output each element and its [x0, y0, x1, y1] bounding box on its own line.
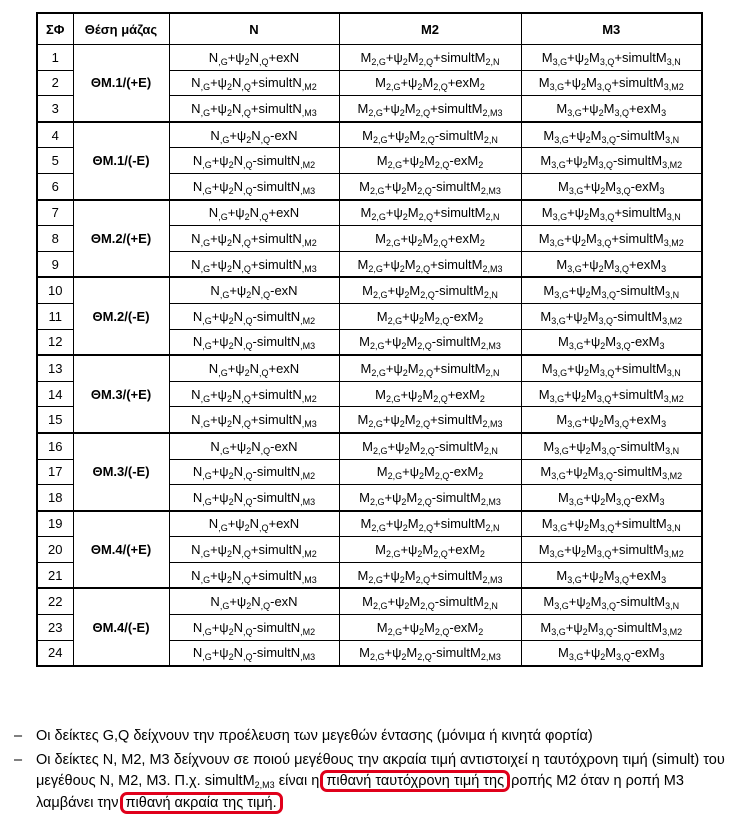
cell-m3: $M_{3,G}+\psi_2M_{3,Q}-exM_3$ [521, 329, 702, 355]
cell-n: $N_{,G}+\psi_2N_{,Q}-simultN_{,M2}$ [169, 615, 339, 641]
note-2 [14, 750, 726, 815]
row-number: 10 [37, 277, 73, 303]
cell-n: $N_{,G}+\psi_2N_{,Q}-simultN_{,M2}$ [169, 459, 339, 485]
cell-n: $N_{,G}+\psi_2N_{,Q}+exN$ [169, 511, 339, 537]
highlight-extreme-value: πιθανή ακραία της τιμή. [123, 795, 280, 811]
table-row [37, 122, 702, 148]
cell-m3: $M_{3,G}+\psi_2M_{3,Q}+exM_3$ [521, 251, 702, 277]
cell-m2: $M_{2,G}+\psi_2M_{2,Q}+simultM_{2,M3}$ [339, 407, 521, 433]
row-number: 18 [37, 485, 73, 511]
note-2-text: Οι δείκτες N, M2, M3 δείχνουν σε ποιού μεγέθους την ακραία τιμή αντιστοιχεί η ταυτόχρονη τιμή (simult) του μεγέθους N, M2, M3. Π.χ. simultM$_{2,M3}$ είναι η [36, 751, 725, 790]
mass-position-cell: ΘΜ.2/(-Ε) [73, 277, 169, 355]
cell-m3: $M_{3,G}+\psi_2M_{3,Q}+simultM_{3,N}$ [521, 45, 702, 71]
cell-m3: $M_{3,G}+\psi_2M_{3,Q}+simultM_{3,M2}$ [521, 70, 702, 96]
cell-m2: $M_{2,G}+\psi_2M_{2,Q}-simultM_{2,N}$ [339, 277, 521, 303]
row-number: 9 [37, 251, 73, 277]
row-number: 3 [37, 96, 73, 122]
cell-m3: $M_{3,G}+\psi_2M_{3,Q}-exM_3$ [521, 640, 702, 666]
row-number: 14 [37, 381, 73, 407]
cell-n: $N_{,G}+\psi_2N_{,Q}$-exN [169, 277, 339, 303]
note-1 [14, 726, 726, 748]
row-number: 16 [37, 433, 73, 459]
cell-m2: $M_{2,G}+\psi_2M_{2,Q}-exM_2$ [339, 615, 521, 641]
notes-section [14, 726, 726, 816]
cell-m2: $M_{2,G}+\psi_2M_{2,Q}+exM_2$ [339, 381, 521, 407]
table-row [37, 511, 702, 537]
load-combination-table [36, 12, 703, 667]
cell-m3: $M_{3,G}+\psi_2M_{3,Q}+exM_3$ [521, 407, 702, 433]
header-sf: ΣΦ [37, 13, 73, 45]
mass-position-cell: ΘΜ.4/(+Ε) [73, 511, 169, 589]
row-number: 19 [37, 511, 73, 537]
cell-n: $N_{,G}+\psi_2N_{,Q}-simultN_{,M3}$ [169, 329, 339, 355]
note-dash: – [14, 751, 23, 768]
cell-m3: $M_{3,G}+\psi_2M_{3,Q}+simultM_{3,M2}$ [521, 226, 702, 252]
cell-m3: $M_{3,G}+\psi_2M_{3,Q}-simultM_{3,N}$ [521, 588, 702, 614]
cell-m2: $M_{2,G}+\psi_2M_{2,Q}+simultM_{2,N}$ [339, 355, 521, 381]
row-number: 5 [37, 148, 73, 174]
note-1-text: Οι δείκτες G,Q δείχνουν την προέλευση των μεγεθών έντασης (μόνιμα ή κινητά φορτία) [36, 728, 593, 744]
row-number: 1 [37, 45, 73, 71]
cell-m2: $M_{2,G}+\psi_2M_{2,Q}-simultM_{2,M3}$ [339, 640, 521, 666]
row-number: 6 [37, 173, 73, 199]
cell-m2: $M_{2,G}+\psi_2M_{2,Q}+simultM_{2,N}$ [339, 45, 521, 71]
cell-m2: $M_{2,G}+\psi_2M_{2,Q}-simultM_{2,N}$ [339, 433, 521, 459]
cell-m2: $M_{2,G}+\psi_2M_{2,Q}+exM_2$ [339, 537, 521, 563]
cell-m3: $M_{3,G}+\psi_2M_{3,Q}-simultM_{3,N}$ [521, 433, 702, 459]
cell-n: $N_{,G}+\psi_2N_{,Q}+simultN_{,M2}$ [169, 226, 339, 252]
row-number: 4 [37, 122, 73, 148]
cell-m2: $M_{2,G}+\psi_2M_{2,Q}+exM_2$ [339, 226, 521, 252]
cell-m2: $M_{2,G}+\psi_2M_{2,Q}+simultM_{2,N}$ [339, 511, 521, 537]
cell-n: $N_{,G}+\psi_2N_{,Q}$-exN [169, 588, 339, 614]
cell-m3: $M_{3,G}+\psi_2M_{3,Q}-simultM_{3,M2}$ [521, 615, 702, 641]
row-number: 13 [37, 355, 73, 381]
cell-m3: $M_{3,G}+\psi_2M_{3,Q}-simultM_{3,N}$ [521, 277, 702, 303]
table-row [37, 200, 702, 226]
header-n: N [169, 13, 339, 45]
cell-n: $N_{,G}+\psi_2N_{,Q}+simultN_{,M3}$ [169, 407, 339, 433]
cell-n: $N_{,G}+\psi_2N_{,Q}+simultN_{,M3}$ [169, 251, 339, 277]
cell-m2: $M_{2,G}+\psi_2M_{2,Q}+simultM_{2,M3}$ [339, 96, 521, 122]
table-row [37, 277, 702, 303]
header-mass-position: Θέση μάζας [73, 13, 169, 45]
table-row [37, 45, 702, 71]
mass-position-cell: ΘΜ.4/(-Ε) [73, 588, 169, 666]
row-number: 2 [37, 70, 73, 96]
table-row [37, 433, 702, 459]
cell-m2: $M_{2,G}+\psi_2M_{2,Q}-simultM_{2,M3}$ [339, 173, 521, 199]
cell-m2: $M_{2,G}+\psi_2M_{2,Q}-simultM_{2,M3}$ [339, 485, 521, 511]
cell-m3: $M_{3,G}+\psi_2M_{3,Q}+simultM_{3,N}$ [521, 200, 702, 226]
row-number: 24 [37, 640, 73, 666]
cell-m3: $M_{3,G}+\psi_2M_{3,Q}+exM_3$ [521, 96, 702, 122]
cell-n: $N_{,G}+\psi_2N_{,Q}-simultN_{,M3}$ [169, 640, 339, 666]
header-m2: M2 [339, 13, 521, 45]
table-body [37, 45, 702, 667]
cell-m2: $M_{2,G}+\psi_2M_{2,Q}-simultM_{2,N}$ [339, 588, 521, 614]
cell-m3: $M_{3,G}+\psi_2M_{3,Q}+simultM_{3,N}$ [521, 355, 702, 381]
row-number: 7 [37, 200, 73, 226]
cell-m3: $M_{3,G}+\psi_2M_{3,Q}-simultM_{3,M2}$ [521, 459, 702, 485]
mass-position-cell: ΘΜ.3/(-Ε) [73, 433, 169, 511]
cell-m3: $M_{3,G}+\psi_2M_{3,Q}+simultM_{3,M2}$ [521, 381, 702, 407]
cell-m3: $M_{3,G}+\psi_2M_{3,Q}-simultM_{3,M2}$ [521, 303, 702, 329]
row-number: 8 [37, 226, 73, 252]
cell-n: $N_{,G}+\psi_2N_{,Q}-simultN_{,M2}$ [169, 148, 339, 174]
cell-m3: $M_{3,G}+\psi_2M_{3,Q}+simultM_{3,N}$ [521, 511, 702, 537]
table-row [37, 355, 702, 381]
cell-m2: $M_{2,G}+\psi_2M_{2,Q}-simultM_{2,M3}$ [339, 329, 521, 355]
table-header-row [37, 13, 702, 45]
highlight-simultaneous-value: πιθανή ταυτόχρονη τιμή της [323, 773, 507, 789]
cell-n: $N_{,G}+\psi_2N_{,Q}+simultN_{,M2}$ [169, 70, 339, 96]
cell-m2: $M_{2,G}+\psi_2M_{2,Q}+simultM_{2,N}$ [339, 200, 521, 226]
cell-m3: $M_{3,G}+\psi_2M_{3,Q}-simultM_{3,M2}$ [521, 148, 702, 174]
cell-n: $N_{,G}+\psi_2N_{,Q}+simultN_{,M2}$ [169, 537, 339, 563]
cell-m3: $M_{3,G}+\psi_2M_{3,Q}-exM_3$ [521, 485, 702, 511]
cell-n: $N_{,G}+\psi_2N_{,Q}-simultN_{,M3}$ [169, 485, 339, 511]
row-number: 22 [37, 588, 73, 614]
cell-n: $N_{,G}+\psi_2N_{,Q}+exN$ [169, 45, 339, 71]
cell-n: $N_{,G}+\psi_2N_{,Q}+simultN_{,M3}$ [169, 96, 339, 122]
cell-n: $N_{,G}+\psi_2N_{,Q}$-exN [169, 122, 339, 148]
row-number: 23 [37, 615, 73, 641]
table-row [37, 588, 702, 614]
cell-m3: $M_{3,G}+\psi_2M_{3,Q}-exM_3$ [521, 173, 702, 199]
cell-m2: $M_{2,G}+\psi_2M_{2,Q}+exM_2$ [339, 70, 521, 96]
cell-m3: $M_{3,G}+\psi_2M_{3,Q}+exM_3$ [521, 562, 702, 588]
row-number: 15 [37, 407, 73, 433]
cell-m2: $M_{2,G}+\psi_2M_{2,Q}-exM_2$ [339, 303, 521, 329]
row-number: 17 [37, 459, 73, 485]
combination-table-container [36, 12, 701, 667]
cell-m2: $M_{2,G}+\psi_2M_{2,Q}+simultM_{2,M3}$ [339, 251, 521, 277]
mass-position-cell: ΘΜ.2/(+Ε) [73, 200, 169, 278]
cell-m3: $M_{3,G}+\psi_2M_{3,Q}-simultM_{3,N}$ [521, 122, 702, 148]
row-number: 21 [37, 562, 73, 588]
cell-m2: $M_{2,G}+\psi_2M_{2,Q}-simultM_{2,N}$ [339, 122, 521, 148]
note-2-text-cont: ροπής M2 όταν η ροπή M3 λαμβάνει την [36, 773, 684, 811]
cell-m2: $M_{2,G}+\psi_2M_{2,Q}-exM_2$ [339, 459, 521, 485]
mass-position-cell: ΘΜ.1/(+Ε) [73, 45, 169, 122]
cell-n: $N_{,G}+\psi_2N_{,Q}-simultN_{,M2}$ [169, 303, 339, 329]
row-number: 12 [37, 329, 73, 355]
row-number: 11 [37, 303, 73, 329]
cell-m2: $M_{2,G}+\psi_2M_{2,Q}+simultM_{2,M3}$ [339, 562, 521, 588]
header-m3: M3 [521, 13, 702, 45]
cell-n: $N_{,G}+\psi_2N_{,Q}+simultN_{,M3}$ [169, 562, 339, 588]
cell-m2: $M_{2,G}+\psi_2M_{2,Q}-exM_2$ [339, 148, 521, 174]
cell-n: $N_{,G}+\psi_2N_{,Q}$-exN [169, 433, 339, 459]
mass-position-cell: ΘΜ.3/(+Ε) [73, 355, 169, 433]
cell-n: $N_{,G}+\psi_2N_{,Q}-simultN_{,M3}$ [169, 173, 339, 199]
note-dash: – [14, 728, 23, 744]
cell-m3: $M_{3,G}+\psi_2M_{3,Q}+simultM_{3,M2}$ [521, 537, 702, 563]
cell-n: $N_{,G}+\psi_2N_{,Q}+simultN_{,M2}$ [169, 381, 339, 407]
mass-position-cell: ΘΜ.1/(-Ε) [73, 122, 169, 200]
cell-n: $N_{,G}+\psi_2N_{,Q}+exN$ [169, 200, 339, 226]
row-number: 20 [37, 537, 73, 563]
cell-n: $N_{,G}+\psi_2N_{,Q}+exN$ [169, 355, 339, 381]
